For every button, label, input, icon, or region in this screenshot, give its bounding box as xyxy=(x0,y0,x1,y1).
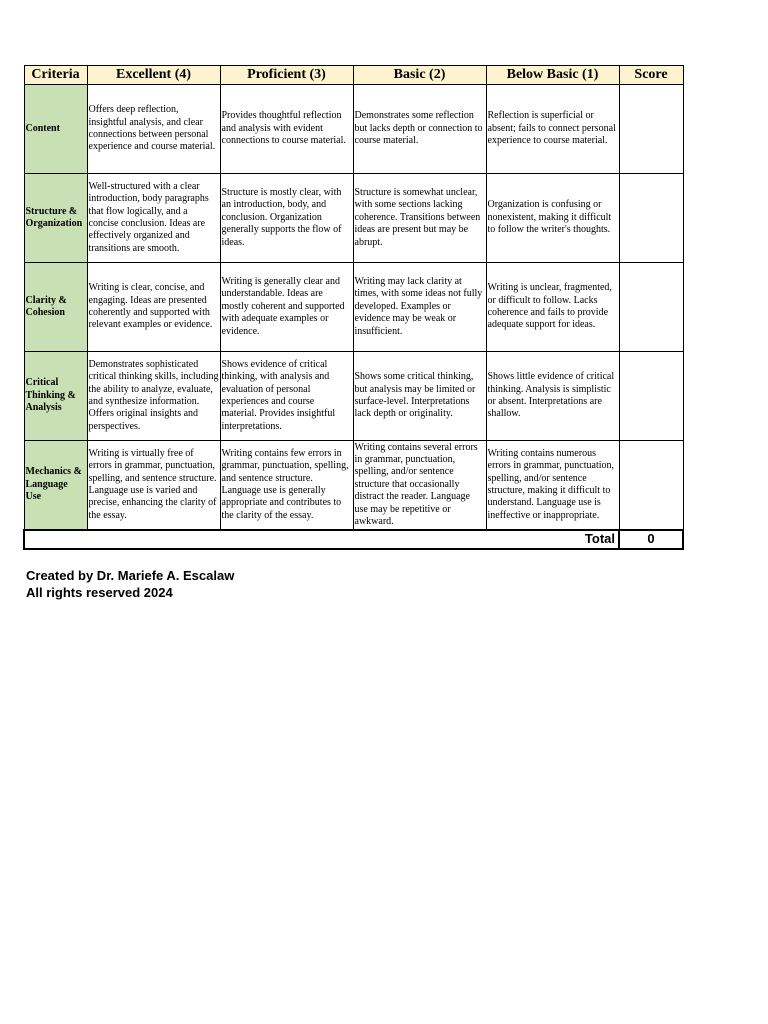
header-score: Score xyxy=(619,66,683,85)
score-cell[interactable] xyxy=(619,174,683,263)
basic-description: Writing may lack clarity at times, with some ideas not fully developed. Examples or evidence may be weak or insufficient. xyxy=(353,263,486,352)
rubric-row-clarity xyxy=(24,263,683,352)
criterion-label: Mechanics & Language Use xyxy=(24,441,87,531)
proficient-description: Provides thoughtful reflection and analysis with evident connections to course material. xyxy=(220,85,353,174)
copyright-notice: All rights reserved 2024 xyxy=(26,585,173,600)
below-basic-description: Reflection is superficial or absent; fails to connect personal experience to course material. xyxy=(486,85,619,174)
excellent-description: Writing is virtually free of errors in grammar, punctuation, spelling, and sentence structure. Language use is varied and precise, enhancing the clarity of the essay. xyxy=(87,441,220,531)
score-cell[interactable] xyxy=(619,263,683,352)
total-spacer xyxy=(24,530,486,549)
below-basic-description: Writing contains numerous errors in grammar, punctuation, spelling, and/or sentence structure, making it difficult to understand. Language use is ineffective or inappropriate. xyxy=(486,441,619,531)
total-row xyxy=(24,530,683,549)
rubric-row-mechanics xyxy=(24,441,683,531)
score-cell[interactable] xyxy=(619,85,683,174)
header-proficient: Proficient (3) xyxy=(220,66,353,85)
total-label: Total xyxy=(486,530,619,549)
header-below-basic: Below Basic (1) xyxy=(486,66,619,85)
basic-description: Shows some critical thinking, but analysis may be limited or surface-level. Interpretations lack depth or originality. xyxy=(353,352,486,441)
rubric-table xyxy=(23,65,684,550)
basic-description: Demonstrates some reflection but lacks depth or connection to course material. xyxy=(353,85,486,174)
proficient-description: Writing is generally clear and understandable. Ideas are mostly coherent and supported with adequate examples or evidence. xyxy=(220,263,353,352)
below-basic-description: Shows little evidence of critical thinking. Analysis is simplistic or absent. Interpretations are shallow. xyxy=(486,352,619,441)
basic-description: Structure is somewhat unclear, with some sections lacking coherence. Transitions between ideas are present but may be abrupt. xyxy=(353,174,486,263)
header-basic: Basic (2) xyxy=(353,66,486,85)
excellent-description: Demonstrates sophisticated critical thinking skills, including the ability to analyze, evaluate, and synthesize information. Offers original insights and perspectives. xyxy=(87,352,220,441)
total-score-value: 0 xyxy=(619,530,683,549)
score-cell[interactable] xyxy=(619,441,683,531)
score-cell[interactable] xyxy=(619,352,683,441)
below-basic-description: Organization is confusing or nonexistent, making it difficult to follow the writer's thoughts. xyxy=(486,174,619,263)
criterion-label: Clarity & Cohesion xyxy=(24,263,87,352)
header-criteria: Criteria xyxy=(24,66,87,85)
rubric-row-content xyxy=(24,85,683,174)
rubric-row-critical-thinking xyxy=(24,352,683,441)
header-row xyxy=(24,66,683,85)
proficient-description: Shows evidence of critical thinking, with analysis and evaluation of personal experiences and course material. Provides insightful interpretations. xyxy=(220,352,353,441)
criterion-label: Critical Thinking & Analysis xyxy=(24,352,87,441)
header-excellent: Excellent (4) xyxy=(87,66,220,85)
rubric-row-structure xyxy=(24,174,683,263)
criterion-label: Structure & Organization xyxy=(24,174,87,263)
excellent-description: Offers deep reflection, insightful analysis, and clear connections between personal experience and course material. xyxy=(87,85,220,174)
below-basic-description: Writing is unclear, fragmented, or difficult to follow. Lacks coherence and fails to provide adequate support for ideas. xyxy=(486,263,619,352)
criterion-label: Content xyxy=(24,85,87,174)
excellent-description: Well-structured with a clear introduction, body paragraphs that flow logically, and a concise conclusion. Ideas are effectively organized and transitions are smooth. xyxy=(87,174,220,263)
basic-description: Writing contains several errors in grammar, punctuation, spelling, and/or sentence structure that occasionally distract the reader. Language use may be repetitive or awkward. xyxy=(353,441,486,531)
proficient-description: Structure is mostly clear, with an introduction, body, and conclusion. Organization generally supports the flow of ideas. xyxy=(220,174,353,263)
proficient-description: Writing contains few errors in grammar, punctuation, spelling, and sentence structure. Language use is generally appropriate and contributes to the clarity of the essay. xyxy=(220,441,353,531)
excellent-description: Writing is clear, concise, and engaging. Ideas are presented coherently and supported with relevant examples or evidence. xyxy=(87,263,220,352)
creator-credit: Created by Dr. Mariefe A. Escalaw xyxy=(26,568,235,583)
